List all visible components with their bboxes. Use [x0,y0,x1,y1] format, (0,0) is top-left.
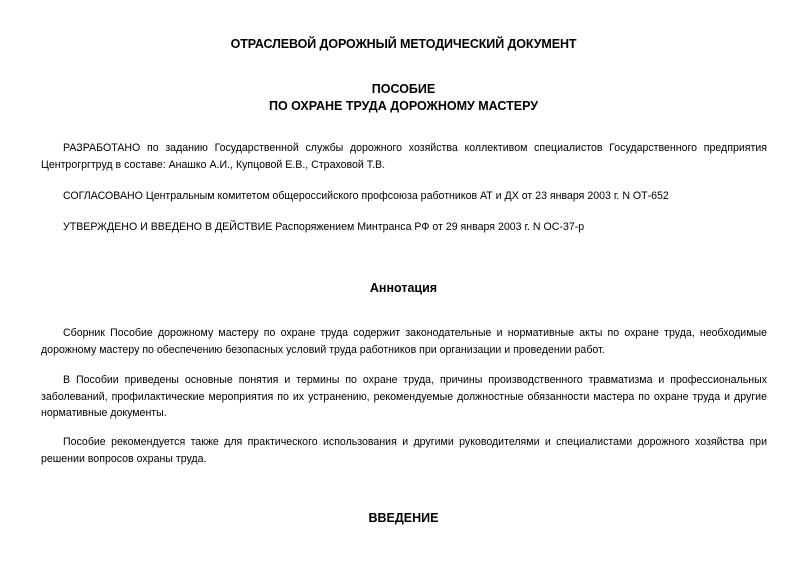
annotation-heading: Аннотация [369,281,438,295]
annotation-paragraph-3: Пособие рекомендуется также для практического использования и другими руководителями и специалистами дорожного хозяйства при решении вопросов охраны труда. [41,436,767,465]
annotation-paragraph-2: В Пособии приведены основные понятия и термины по охране труда, причины производственного травматизма и профессиональных заболеваний, профилактические мероприятия по их устранению, рекомендуемые должностные обязанности мастера по охране труда и другие нормативные документы. [41,374,767,419]
developed-by-paragraph: РАЗРАБОТАНО по заданию Государственной службы дорожного хозяйства коллективом специалистов Государственного предприятия Центрогргтруд в составе: Анашко А.И., Купцовой Е.В., Страховой Т.В. [41,142,767,171]
annotation-paragraph-1: Сборник Пособие дорожному мастеру по охране труда содержит законодательные и нормативные акты по охране труда, необходимые дорожному мастеру по обеспечению безопасных условий труда работников при организации и проведении работ. [41,327,767,356]
document-title-line-1: ПОСОБИЕ [371,82,436,96]
approved-by-paragraph: УТВЕРЖДЕНО И ВВЕДЕНО В ДЕЙСТВИЕ Распоряжением Минтранса РФ от 29 января 2003 г. N ОС-37-р [63,221,585,233]
document-type-header: ОТРАСЛЕВОЙ ДОРОЖНЫЙ МЕТОДИЧЕСКИЙ ДОКУМЕНТ [230,37,577,51]
document-title [0,81,807,115]
agreed-by-paragraph: СОГЛАСОВАНО Центральным комитетом общероссийского профсоюза работников АТ и ДХ от 23 января 2003 г. N ОТ-652 [63,190,669,202]
document-title-line-2: ПО ОХРАНЕ ТРУДА ДОРОЖНОМУ МАСТЕРУ [268,99,539,113]
introduction-heading: ВВЕДЕНИЕ [368,511,439,525]
